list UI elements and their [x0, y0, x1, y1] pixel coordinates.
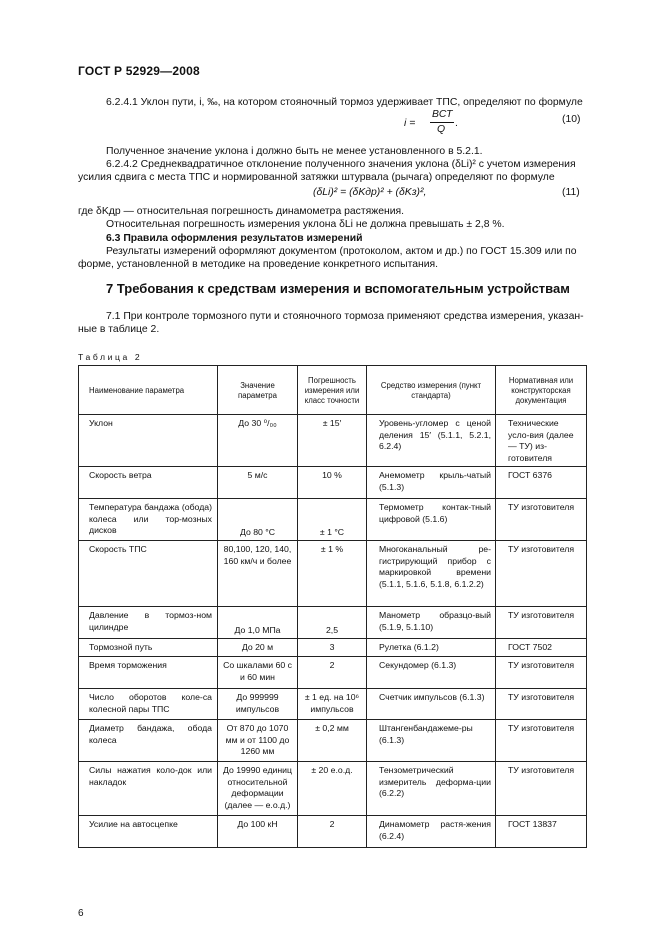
formula-11-number: (11) [562, 187, 580, 198]
cell-parameter: Давление в тормоз-ном цилиндре [79, 607, 218, 639]
cell-value: 80,100, 120, 140, 160 км/ч и более [218, 541, 298, 607]
cell-instrument: Манометр образцо-вый (5.1.9, 5.1.10) [367, 607, 496, 639]
cell-accuracy: ± 1 ед. на 10⁶ импульсов [298, 689, 367, 720]
cell-parameter: Силы нажатия коло-док или накладок [79, 762, 218, 816]
table-caption: Таблица 2 [78, 352, 143, 362]
cell-parameter: Температура бандажа (обода) колеса или тор-мозных дисков [79, 499, 218, 541]
header-instrument: Средство измерения (пункт стандарта) [367, 366, 496, 415]
table-row [79, 639, 587, 657]
cell-value: До 100 кН [218, 816, 298, 848]
cell-documentation: ГОСТ 7502 [496, 639, 587, 657]
table-row [79, 607, 587, 639]
where-clause: где δKдр — относительная погрешность динамометра растяжения. [78, 206, 405, 217]
cell-value: Со шкалами 60 с и 60 мин [218, 657, 298, 689]
cell-value: От 870 до 1070 мм и от 1100 до 1260 мм [218, 720, 298, 762]
header-parameter-value: Значение параметра [218, 366, 298, 415]
formula-10-lhs: i = [404, 118, 416, 129]
formula-10-denominator: Q [437, 124, 446, 135]
cell-documentation: ГОСТ 13837 [496, 816, 587, 848]
cell-instrument: Секундомер (6.1.3) [367, 657, 496, 689]
cell-value: 5 м/с [218, 467, 298, 499]
section-7-title: 7 Требования к средствам измерения и вспомогательным устройствам [106, 281, 570, 296]
paragraph-6-2-4-2-line1: 6.2.4.2 Среднеквадратичное отклонение полученного значения уклона (δLi)² с учетом измерения [106, 159, 576, 170]
table-row [79, 762, 587, 816]
table-row [79, 657, 587, 689]
cell-accuracy: 2,5 [298, 607, 367, 639]
formula-11: (δLi)² = (δKдр)² + (δKз)², [313, 187, 427, 198]
cell-parameter: Скорость ТПС [79, 541, 218, 607]
cell-accuracy: ± 20 е.о.д. [298, 762, 367, 816]
cell-accuracy: ± 15′ [298, 415, 367, 467]
page-number: 6 [78, 908, 84, 919]
paragraph-7-1-line1: 7.1 При контроле тормозного пути и стояночного тормоза применяют средства измерения, указан- [106, 311, 584, 322]
cell-documentation: ТУ изготовителя [496, 541, 587, 607]
cell-documentation: Технические усло-вия (далее — ТУ) из-готовителя [496, 415, 587, 467]
relative-error-note: Относительная погрешность измерения уклона δLi не должна превышать ± 2,8 %. [106, 219, 505, 230]
cell-instrument: Многоканальный ре-гистрирующий прибор с маркировкой времени (5.1.1, 5.1.6, 5.1.8, 6.1.2.2) [367, 541, 496, 607]
table-row [79, 816, 587, 848]
cell-accuracy: 2 [298, 657, 367, 689]
cell-value: До 19990 единиц относительной деформации (далее — е.о.д.) [218, 762, 298, 816]
cell-parameter: Уклон [79, 415, 218, 467]
cell-parameter: Скорость ветра [79, 467, 218, 499]
results-paragraph-line2: форме, установленной в методике на проведение конкретного испытания. [78, 259, 439, 270]
formula-10-period: . [455, 118, 458, 129]
cell-instrument: Счетчик импульсов (6.1.3) [367, 689, 496, 720]
paragraph-after-formula-10: Полученное значение уклона i должно быть не менее установленного в 5.2.1. [106, 146, 483, 157]
cell-accuracy: 10 % [298, 467, 367, 499]
cell-parameter: Число оборотов коле-са колесной пары ТПС [79, 689, 218, 720]
cell-accuracy: ± 0,2 мм [298, 720, 367, 762]
cell-accuracy: ± 1 % [298, 541, 367, 607]
cell-instrument: Тензометрический измеритель деформа-ции (6.2.2) [367, 762, 496, 816]
header-parameter-name: Наименование параметра [79, 366, 218, 415]
cell-instrument: Термометр контак-тный цифровой (5.1.6) [367, 499, 496, 541]
cell-documentation: ТУ изготовителя [496, 720, 587, 762]
cell-value: До 30 ⁰/₀₀ [218, 415, 298, 467]
table-row [79, 689, 587, 720]
cell-instrument: Уровень-угломер с ценой деления 15′ (5.1.1, 5.2.1, 6.2.4) [367, 415, 496, 467]
measurement-instruments-table [78, 365, 587, 848]
cell-documentation: ТУ изготовителя [496, 657, 587, 689]
cell-documentation: ТУ изготовителя [496, 499, 587, 541]
cell-value: До 20 м [218, 639, 298, 657]
paragraph-6-2-4-2-line2: усилия сдвига с места ТПС и нормированной затяжки штурвала (рычага) определяют по формуле [78, 172, 555, 183]
header-accuracy: Погрешность измерения или класс точности [298, 366, 367, 415]
cell-instrument: Анемометр крыль-чатый (5.1.3) [367, 467, 496, 499]
results-paragraph-line1: Результаты измерений оформляют документом (протоколом, актом и др.) по ГОСТ 15.309 или по [106, 246, 577, 257]
cell-documentation: ТУ изготовителя [496, 762, 587, 816]
document-header: ГОСТ Р 52929—2008 [78, 64, 200, 78]
cell-value: До 999999 импульсов [218, 689, 298, 720]
cell-parameter: Тормозной путь [79, 639, 218, 657]
formula-10-fraction-line [430, 122, 454, 123]
cell-parameter: Время торможения [79, 657, 218, 689]
table-row [79, 415, 587, 467]
cell-accuracy: ± 1 °С [298, 499, 367, 541]
table-row [79, 467, 587, 499]
formula-10-numerator: BСТ [432, 109, 453, 120]
cell-documentation: ТУ изготовителя [496, 607, 587, 639]
table-row [79, 720, 587, 762]
cell-value: До 1,0 МПа [218, 607, 298, 639]
cell-value: До 80 °С [218, 499, 298, 541]
formula-10-number: (10) [562, 114, 581, 125]
cell-instrument: Штангенбандажеме-ры (6.1.3) [367, 720, 496, 762]
cell-parameter: Усилие на автосцепке [79, 816, 218, 848]
paragraph-7-1-line2: ные в таблице 2. [78, 324, 160, 335]
cell-accuracy: 2 [298, 816, 367, 848]
section-6-3-title: 6.3 Правила оформления результатов измерений [106, 233, 363, 244]
cell-documentation: ГОСТ 6376 [496, 467, 587, 499]
cell-accuracy: 3 [298, 639, 367, 657]
table-row [79, 499, 587, 541]
paragraph-6-2-4-1: 6.2.4.1 Уклон пути, i, ‰, на котором стояночный тормоз удерживает ТПС, определяют по формуле [106, 97, 583, 108]
cell-parameter: Диаметр бандажа, обода колеса [79, 720, 218, 762]
table-row [79, 541, 587, 607]
table-header-row [79, 366, 587, 415]
cell-instrument: Динамометр растя-жения (6.2.4) [367, 816, 496, 848]
header-documentation: Нормативная или конструкторская документация [496, 366, 587, 415]
cell-instrument: Рулетка (6.1.2) [367, 639, 496, 657]
cell-documentation: ТУ изготовителя [496, 689, 587, 720]
